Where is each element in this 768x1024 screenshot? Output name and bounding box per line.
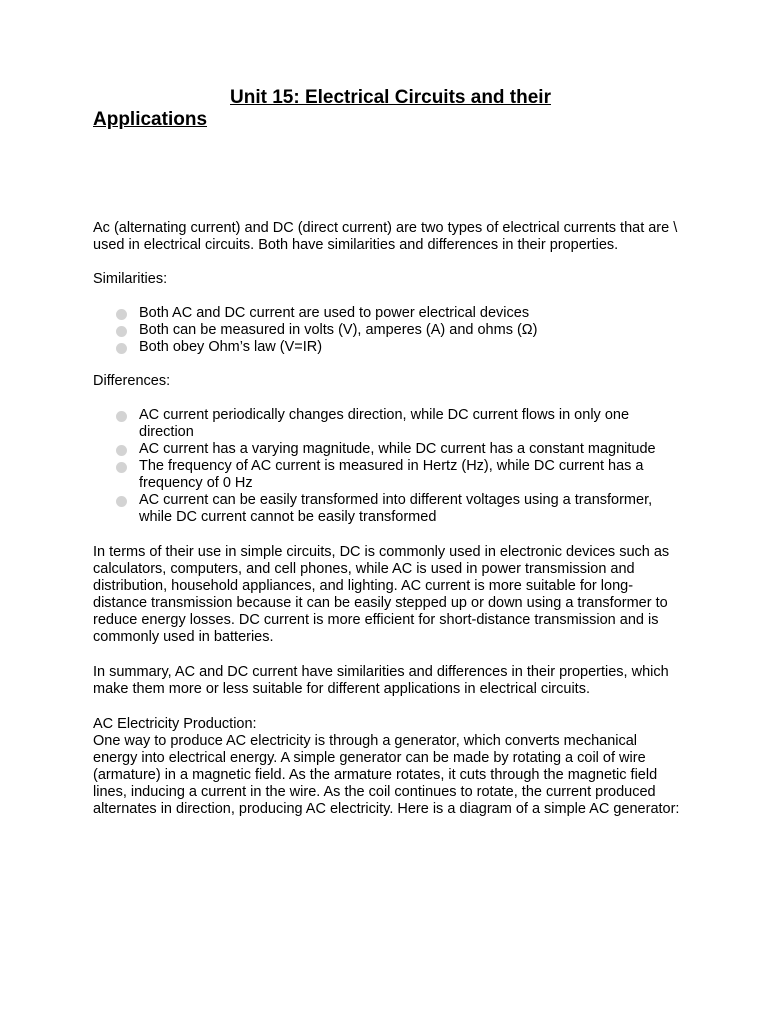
list-item bbox=[139, 492, 683, 526]
list-item bbox=[139, 458, 683, 492]
production-heading: AC Electricity Production: bbox=[93, 716, 257, 732]
bullet-icon bbox=[116, 309, 127, 320]
list-item-text: Both obey Ohm’s law (V=IR) bbox=[139, 339, 323, 355]
list-item-text: The frequency of AC current is measured in Hertz (Hz), while DC current has a frequency of 0 Hz bbox=[139, 458, 644, 491]
list-item-text: Both AC and DC current are used to power electrical devices bbox=[139, 305, 530, 321]
intro-paragraph: Ac (alternating current) and DC (direct current) are two types of electrical currents that are \ used in electrical circuits. Both have similarities and differences in their properties. bbox=[93, 220, 678, 253]
list-item bbox=[139, 322, 683, 339]
similarities-list bbox=[93, 305, 683, 356]
list-item-text: AC current periodically changes direction, while DC current flows in only one direction bbox=[139, 407, 630, 440]
list-item-text: Both can be measured in volts (V), amperes (A) and ohms (Ω) bbox=[139, 322, 538, 338]
bullet-icon bbox=[116, 445, 127, 456]
summary-paragraph: In summary, AC and DC current have similarities and differences in their properties, which make them more or less suitable for different applications in electrical circuits. bbox=[93, 664, 669, 697]
bullet-icon bbox=[116, 411, 127, 422]
similarities-heading: Similarities: bbox=[93, 271, 168, 287]
production-paragraph: One way to produce AC electricity is through a generator, which converts mechanical energy into electrical energy. A simple generator can be made by rotating a coil of wire (armature) in a magnetic field. As the armature rotates, it cuts through the magnetic field lines, inducing a current in the wire. As the coil continues to rotate, the current produced alternates in direction, producing AC electricity. Here is a diagram of a simple AC generator: bbox=[93, 733, 680, 817]
list-item bbox=[139, 407, 683, 441]
list-item bbox=[139, 339, 683, 356]
bullet-icon bbox=[116, 462, 127, 473]
list-item bbox=[139, 305, 683, 322]
bullet-icon bbox=[116, 496, 127, 507]
list-item-text: AC current has a varying magnitude, while DC current has a constant magnitude bbox=[139, 441, 656, 457]
bullet-icon bbox=[116, 343, 127, 354]
differences-heading: Differences: bbox=[93, 373, 171, 389]
list-item bbox=[139, 441, 683, 458]
document-title: Unit 15: Electrical Circuits and their Applications bbox=[93, 87, 551, 130]
list-item-text: AC current can be easily transformed into different voltages using a transformer, while DC current cannot be easily transformed bbox=[139, 492, 653, 525]
use-paragraph: In terms of their use in simple circuits, DC is commonly used in electronic devices such as calculators, computers, and cell phones, while AC is used in power transmission and distribution, household appliances, and lighting. AC current is more suitable for long-distance transmission because it can be easily stepped up or down using a transformer to reduce energy losses. DC current is more efficient for short-distance transmission and is commonly used in batteries. bbox=[93, 544, 670, 645]
bullet-icon bbox=[116, 326, 127, 337]
document-body bbox=[93, 220, 683, 818]
differences-list bbox=[93, 407, 683, 526]
